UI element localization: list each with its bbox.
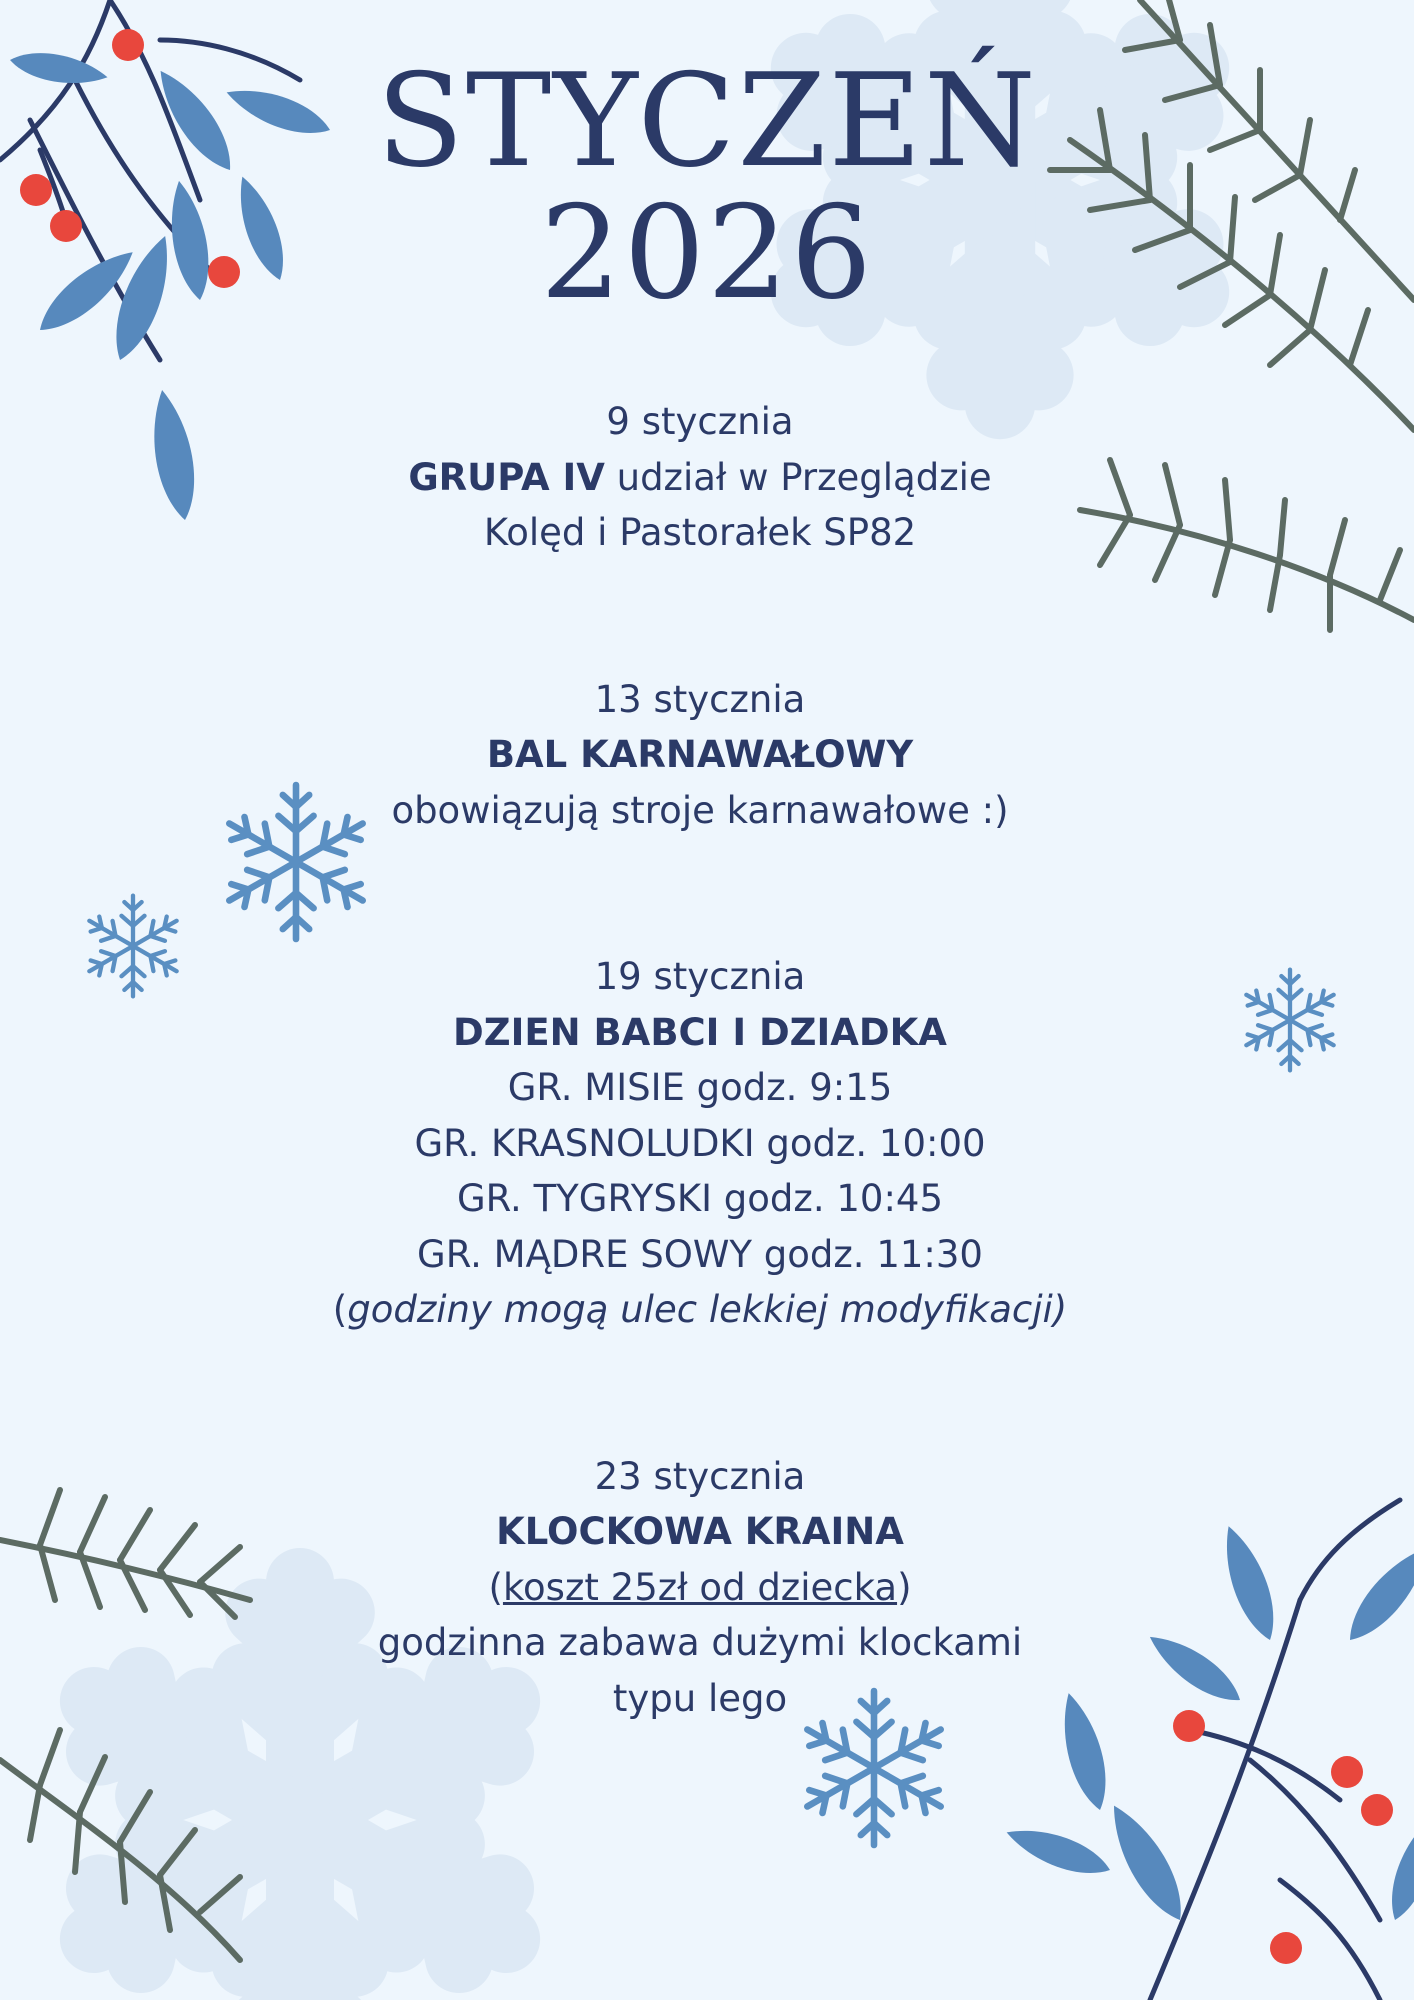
event-item <box>260 949 1140 1338</box>
title-month: STYCZEŃ <box>376 47 1038 196</box>
event-text: udział w Przeglądzie <box>604 455 992 499</box>
event-date: 19 stycznia <box>594 955 806 998</box>
event-cost: (koszt 25zł od dziecka) <box>488 1565 912 1609</box>
title-year: 2026 <box>540 179 874 328</box>
event-text: typu lego <box>612 1676 788 1720</box>
schedule-slot: GR. TYGRYSKI godz. 10:45 <box>456 1177 943 1220</box>
event-list <box>260 394 1140 1726</box>
event-text: Kolęd i Pastorałek SP82 <box>483 511 917 554</box>
event-note: obowiązują stroje karnawałowe :) <box>391 788 1009 832</box>
group-name: GRUPA IV <box>408 455 605 499</box>
event-date: 13 stycznia <box>594 677 806 721</box>
event-item <box>260 1449 1140 1727</box>
event-title: DZIEN BABCI I DZIADKA <box>453 1010 947 1054</box>
event-title: BAL KARNAWAŁOWY <box>486 733 914 776</box>
event-title: KLOCKOWA KRAINA <box>496 1510 904 1553</box>
schedule-slot: GR. MISIE godz. 9:15 <box>507 1066 893 1109</box>
event-note: (godziny mogą ulec lekkiej modyfikacji) <box>332 1288 1068 1331</box>
schedule-slot: GR. KRASNOLUDKI godz. 10:00 <box>414 1121 986 1165</box>
bottom-left-pine <box>0 1490 250 1960</box>
event-title <box>260 450 1140 506</box>
event-item <box>260 394 1140 561</box>
schedule-slot: GR. MĄDRE SOWY godz. 11:30 <box>417 1232 983 1276</box>
snowflake-icon <box>1241 970 1340 1071</box>
event-date: 9 stycznia <box>606 400 794 443</box>
event-date: 23 stycznia <box>594 1454 806 1498</box>
event-text: godzinna zabawa dużymi klockami <box>377 1621 1023 1664</box>
event-item <box>260 672 1140 839</box>
snowflake-icon <box>84 896 183 997</box>
